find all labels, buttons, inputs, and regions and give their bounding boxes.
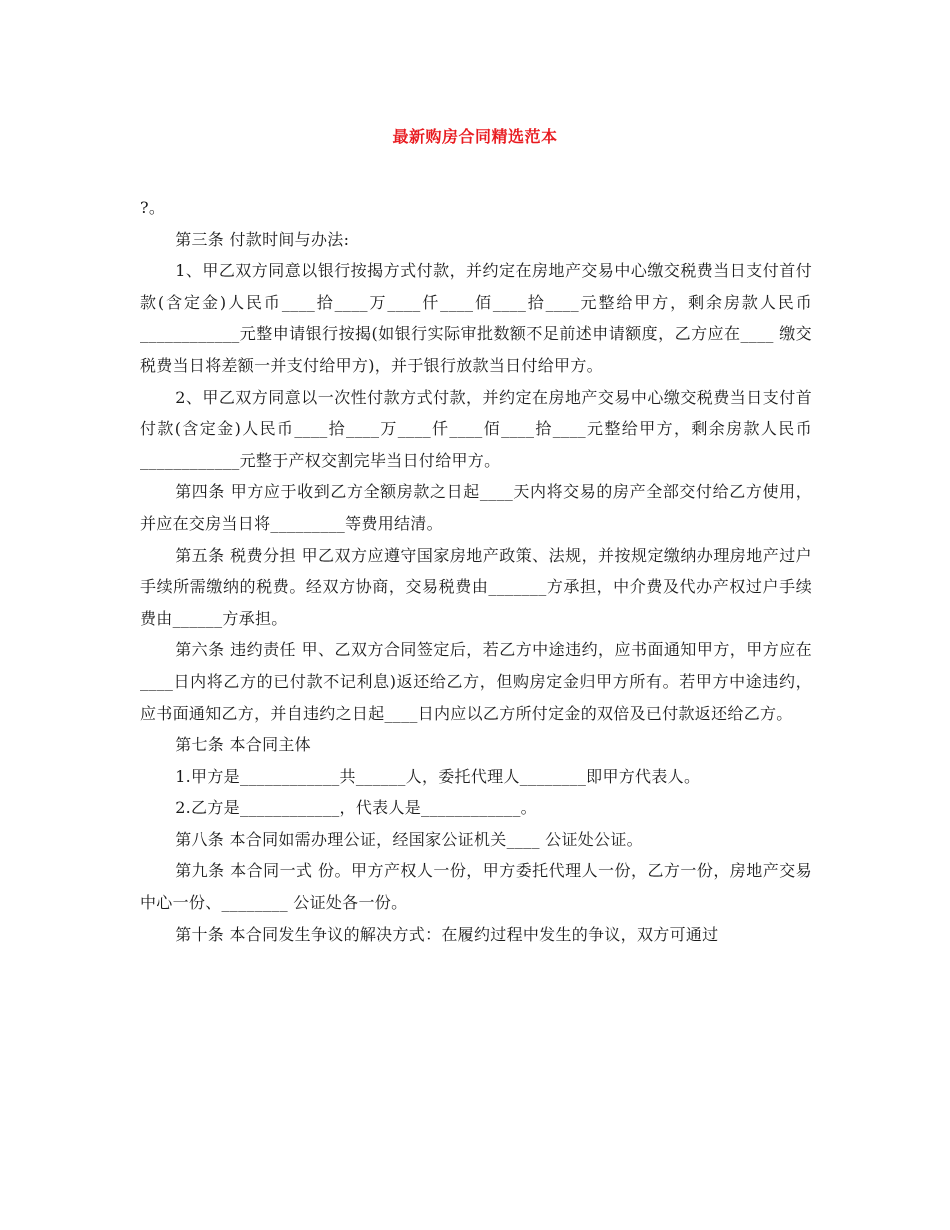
document-title: 最新购房合同精选范本 [392, 127, 558, 146]
paragraph-article-6: 第六条 违约责任 甲、乙双方合同签定后，若乙方中途违约，应书面通知甲方，甲方应在____日内将乙方的已付款不记利息)返还给乙方，但购房定金归甲方所有。若甲方中途违约，应书面通知乙方，并自违约之日起____日内应以乙方所付定金的双倍及已付款返还给乙方。 [140, 640, 812, 723]
paragraph-article-4: 第四条 甲方应于收到乙方全额房款之日起____天内将交易的房产全部交付给乙方使用，并应在交房当日将_________等费用结清。 [140, 482, 812, 533]
paragraph-article-3-heading: 第三条 付款时间与办法: [175, 229, 350, 249]
paragraph-article-7-item-2: 2.乙方是____________，代表人是____________。 [175, 798, 537, 818]
paragraph-article-9: 第九条 本合同一式 份。甲方产权人一份，甲方委托代理人一份，乙方一份，房地产交易中心一份、________ 公证处各一份。 [140, 861, 812, 913]
paragraph-article-7-heading: 第七条 本合同主体 [175, 735, 311, 755]
document-body [140, 192, 812, 950]
paragraph-article-3-item-1: 1、甲乙双方同意以银行按揭方式付款，并约定在房地产交易中心缴交税费当日支付首付款(含定金)人民币____拾____万____仟____佰____拾____元整给甲方，剩余房款人民币____________元整申请银行按揭(如银行实际审批数额不足前述申请额度，乙方应在____ 缴交税费当日将差额一并支付给甲方)，并于银行放款当日付给甲方。 [140, 261, 812, 375]
paragraph-article-3-item-2: 2、甲乙双方同意以一次性付款方式付款，并约定在房地产交易中心缴交税费当日支付首付款(含定金)人民币____拾____万____仟____佰____拾____元整给甲方，剩余房款人民币____________元整于产权交割完毕当日付给甲方。 [140, 387, 812, 470]
paragraph-article-10: 第十条 本合同发生争议的解决方式：在履约过程中发生的争议，双方可通过 [175, 924, 719, 944]
paragraph-article-5: 第五条 税费分担 甲乙双方应遵守国家房地产政策、法规，并按规定缴纳办理房地产过户手续所需缴纳的税费。经双方协商，交易税费由_______方承担，中介费及代办产权过户手续费由______方承担。 [140, 545, 812, 628]
paragraph-article-8: 第八条 本合同如需办理公证，经国家公证机关____ 公证处公证。 [175, 829, 643, 849]
paragraph-0: ?。 [140, 198, 166, 217]
paragraph-article-7-item-1: 1.甲方是____________共______人，委托代理人________即甲方代表人。 [175, 766, 701, 786]
